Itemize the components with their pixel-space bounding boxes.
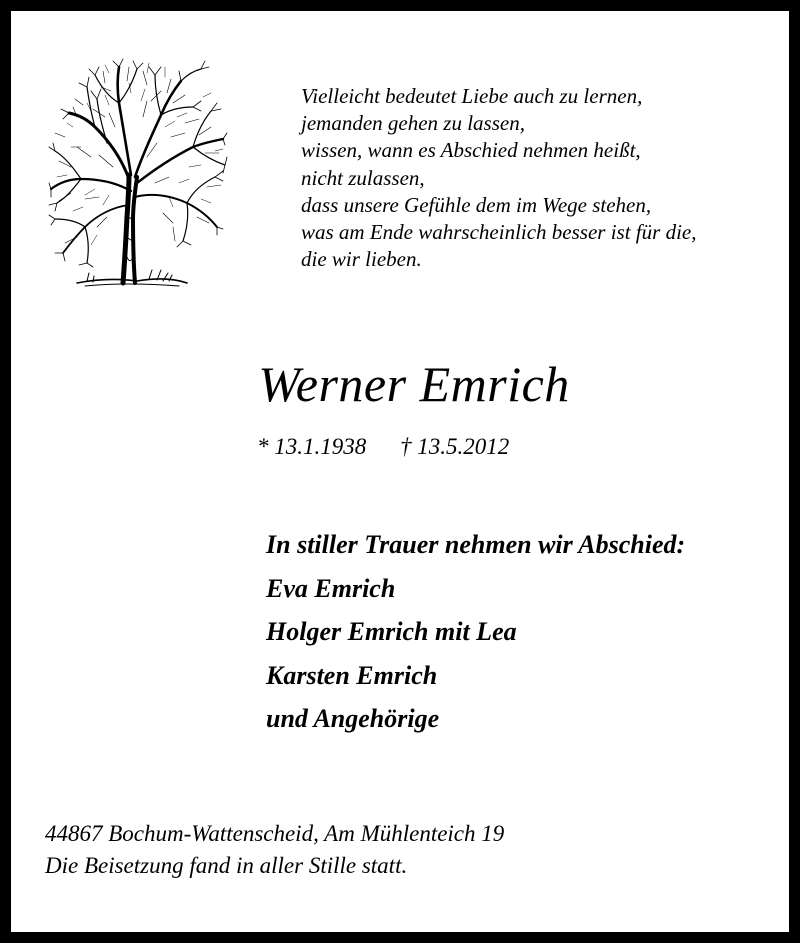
mourner-name: Karsten Emrich — [266, 660, 438, 690]
poem-line: Vielleicht bedeutet Liebe auch zu lernen, — [301, 84, 643, 108]
mourners-intro: In stiller Trauer nehmen wir Abschied: — [266, 530, 686, 559]
footer — [45, 818, 785, 882]
poem-line: die wir lieben. — [301, 247, 422, 272]
poem-line: wissen, wann es Abschied nehmen heißt, — [301, 138, 641, 163]
birth-date: * 13.1.1938 — [257, 434, 367, 459]
address: 44867 Bochum-Wattenscheid, Am Mühlenteich 19 — [45, 821, 505, 846]
burial-note: Die Beisetzung fand in aller Stille statt. — [45, 853, 408, 878]
poem-line: was am Ende wahrscheinlich besser ist für die, — [301, 220, 697, 245]
tree-icon — [47, 57, 229, 293]
poem-line: nicht zulassen, — [301, 165, 425, 190]
life-dates — [257, 430, 657, 464]
deceased-name: Werner Emrich — [258, 356, 570, 412]
poem-line: dass unsere Gefühle dem im Wege stehen, — [301, 192, 652, 217]
death-date: † 13.5.2012 — [400, 434, 510, 459]
mourners-block — [266, 523, 786, 741]
poem — [301, 83, 791, 273]
mourner-name: Holger Emrich mit Lea — [266, 617, 517, 646]
mourner-name: Eva Emrich — [266, 573, 396, 603]
mourner-name: und Angehörige — [266, 704, 440, 733]
poem-line: jemanden gehen zu lassen, — [301, 111, 525, 136]
